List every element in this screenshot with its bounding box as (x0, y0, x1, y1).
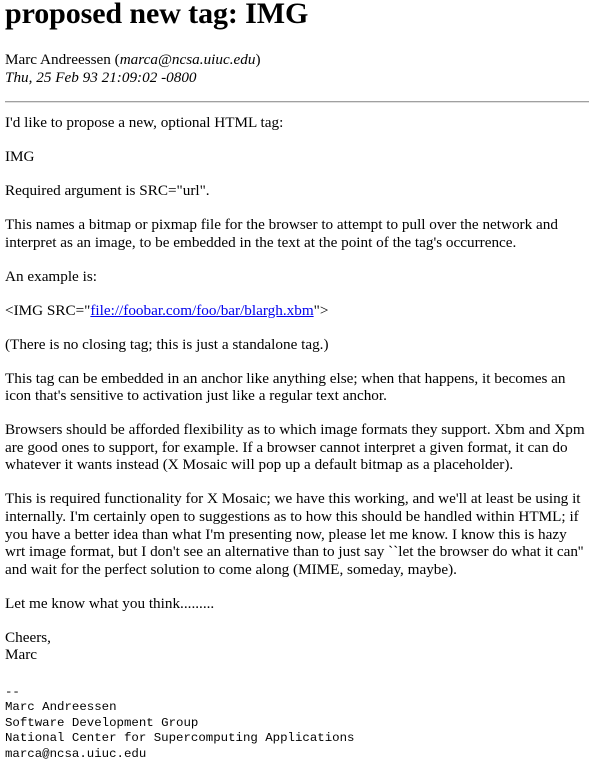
paragraph-9: Browsers should be afforded flexibility as to which image formats they support. Xbm and Xpm are good ones to support, for example. If a browser cannot interpret a given format, it can do whatever it wants instead (X Mosaic will pop up a default bitmap as a placeholder). (5, 421, 585, 474)
paragraph-7: (There is no closing tag; this is just a standalone tag.) (5, 335, 329, 353)
author-name: Marc Andreessen (5, 51, 111, 68)
signature-email: marca@ncsa.uiuc.edu (5, 746, 147, 761)
paragraph-1: I'd like to propose a new, optional HTML tag: (5, 114, 284, 132)
paragraph-6 (5, 302, 589, 320)
signature-group: Software Development Group (5, 715, 199, 730)
date-line (5, 69, 589, 87)
paragraph-2: IMG (5, 148, 35, 166)
paragraph-10: This is required functionality for X Mosaic; we have this working, and we'll at least be using it internally. I'm certainly open to suggestions as to how this should be handled within HTML; if you have a better idea than what I'm presenting now, please let me know. I know this is hazy wrt image format, but I don't see an alternative than to just say ``let the browser do what it can'' and wait for the perfect solution to come along (MIME, someday, maybe). (5, 490, 584, 578)
message-header (5, 51, 589, 86)
message-body (5, 114, 589, 664)
paragraph-3: Required argument is SRC="url". (5, 182, 210, 200)
author-email: marca@ncsa.uiuc.edu (119, 51, 256, 68)
example-suffix: "> (313, 301, 329, 319)
paragraph-8: This tag can be embedded in an anchor like anything else; when that happens, it becomes an icon that's sensitive to activation just like a regular text anchor. (5, 369, 566, 405)
example-image-link[interactable]: file://foobar.com/foo/bar/blargh.xbm (90, 301, 314, 319)
author-line: Marc Andreessen (marca@ncsa.uiuc.edu) (5, 51, 261, 68)
signature-name: Marc Andreessen (5, 700, 117, 715)
paragraph-4: This names a bitmap or pixmap file for the browser to attempt to pull over the network and interpret as an image, to be embedded in the text at the point of the tag's occurrence. (5, 216, 558, 251)
signature-org: National Center for Supercomputing Applications (5, 731, 355, 746)
signature-block (5, 685, 589, 762)
header-divider (5, 101, 589, 103)
signature-dashes: -- (5, 684, 20, 699)
paragraph-5: An example is: (5, 267, 97, 285)
message-date: Thu, 25 Feb 93 21:09:02 -0800 (5, 68, 197, 86)
closing-line-2: Marc (5, 646, 38, 664)
example-prefix: <IMG SRC=" (5, 301, 91, 319)
closing-line-1: Cheers, (5, 628, 51, 646)
closing (5, 629, 589, 664)
message-title: proposed new tag: IMG (5, 0, 309, 30)
paragraph-11: Let me know what you think......... (5, 594, 215, 612)
